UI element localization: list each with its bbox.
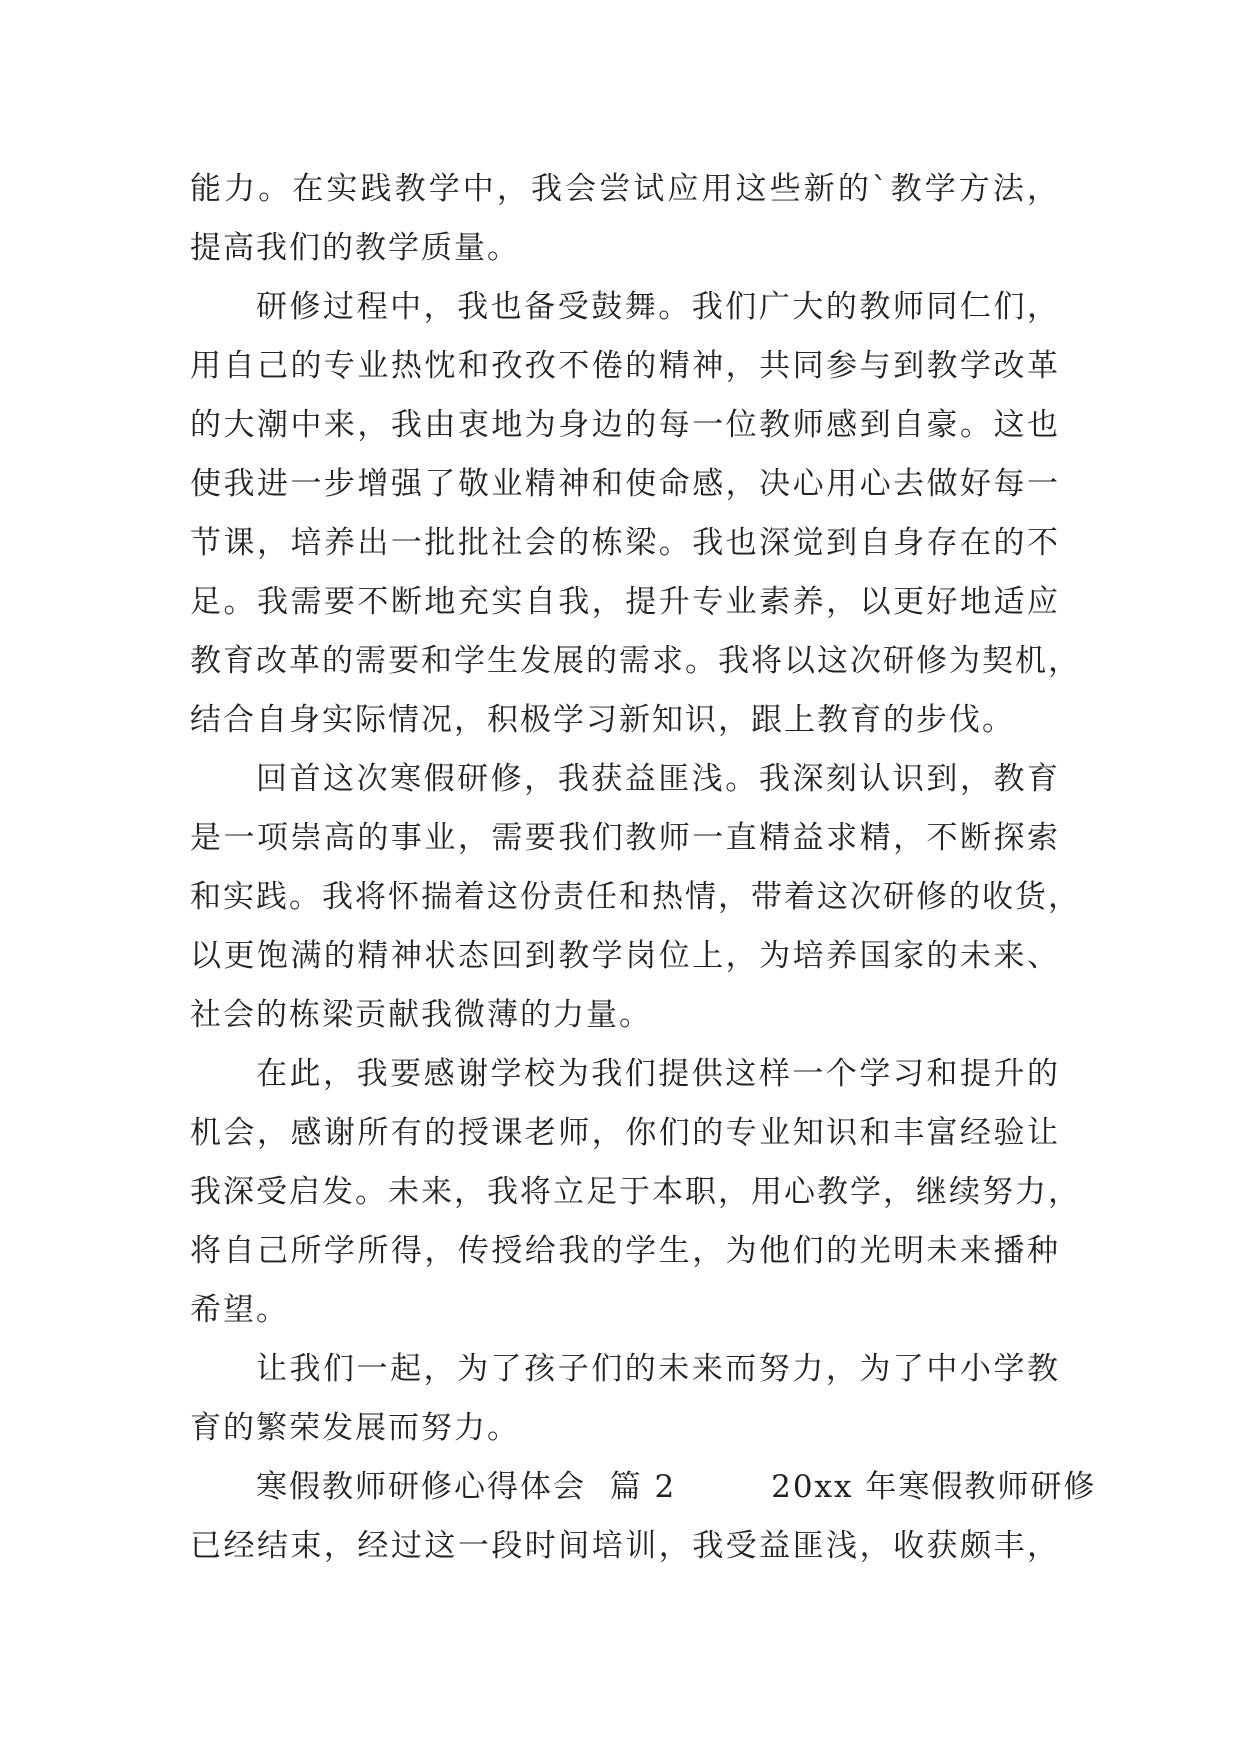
text-line: 希望。 bbox=[190, 1292, 289, 1328]
paragraph-first-line: 回首这次寒假研修，我获益匪浅。我深刻认识到，教育 bbox=[256, 761, 1060, 797]
text-line: 提高我们的教学质量。 bbox=[190, 230, 520, 266]
paragraph-first-line: 在此，我要感谢学校为我们提供这样一个学习和提升的 bbox=[256, 1056, 1060, 1092]
text-line: 机会，感谢所有的授课老师，你们的专业知识和丰富经验让 bbox=[190, 1115, 1060, 1151]
paragraph-first-line: 研修过程中，我也备受鼓舞。我们广大的教师同仁们， bbox=[256, 289, 1060, 325]
paragraph-first-line: 让我们一起，为了孩子们的未来而努力，为了中小学教 bbox=[256, 1351, 1060, 1387]
text-line: 能力。在实践教学中，我会尝试应用这些新的`教学方法， bbox=[190, 171, 1060, 207]
text-line: 结合自身实际情况，积极学习新知识，跟上教育的步伐。 bbox=[190, 702, 1015, 738]
document-body bbox=[190, 160, 1097, 1576]
text-line: 和实践。我将怀揣着这份责任和热情，带着这次研修的收货， bbox=[190, 879, 1081, 915]
text-line: 已经结束，经过这一段时间培训，我受益匪浅，收获颇丰， bbox=[190, 1528, 1060, 1564]
text-line: 节课，培养出一批批社会的栋梁。我也深觉到自身存在的不 bbox=[190, 525, 1060, 561]
text-line: 以更饱满的精神状态回到教学岗位上，为培养国家的未来、 bbox=[190, 938, 1060, 974]
text-line: 育的繁荣发展而努力。 bbox=[190, 1410, 520, 1446]
text-line: 教育改革的需要和学生发展的需求。我将以这次研修为契机， bbox=[190, 643, 1081, 679]
text-line: 使我进一步增强了敬业精神和使命感，决心用心去做好每一 bbox=[190, 466, 1060, 502]
text-line: 足。我需要不断地充实自我，提升专业素养，以更好地适应 bbox=[190, 584, 1060, 620]
text-line: 用自己的专业热忱和孜孜不倦的精神，共同参与到教学改革 bbox=[190, 348, 1060, 384]
text-line: 的大潮中来，我由衷地为身边的每一位教师感到自豪。这也 bbox=[190, 407, 1060, 443]
text-line: 是一项崇高的事业，需要我们教师一直精益求精，不断探索 bbox=[190, 820, 1060, 856]
section-heading-line: 寒假教师研修心得体会 篇 2 20xx 年寒假教师研修 bbox=[256, 1469, 1097, 1505]
text-line: 我深受启发。未来，我将立足于本职，用心教学，继续努力， bbox=[190, 1174, 1081, 1210]
text-line: 社会的栋梁贡献我微薄的力量。 bbox=[190, 997, 652, 1033]
text-line: 将自己所学所得，传授给我的学生，为他们的光明未来播种 bbox=[190, 1233, 1060, 1269]
